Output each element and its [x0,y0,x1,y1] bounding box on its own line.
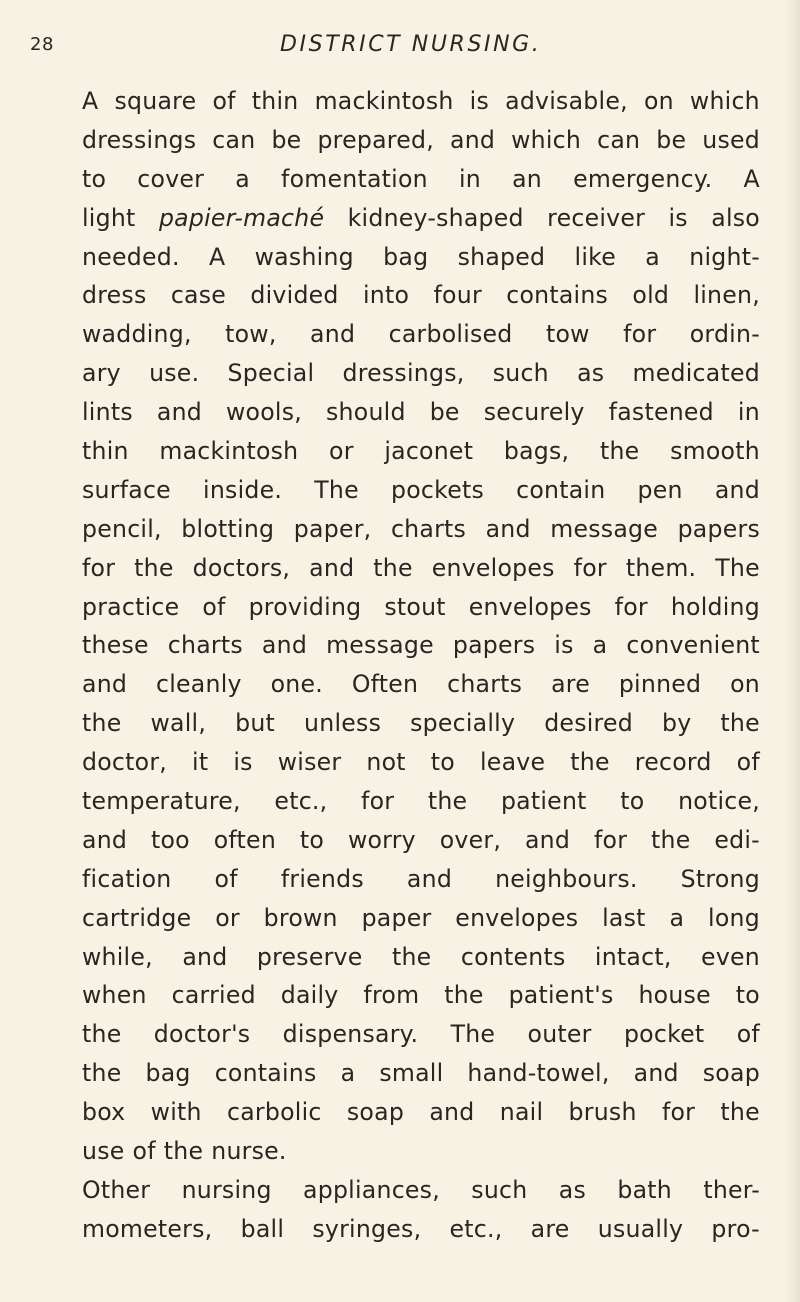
word: providing [248,592,362,621]
word: bath [617,1175,672,1204]
word: the [570,748,610,777]
word: leave [480,748,546,777]
word: fomentation [281,164,428,193]
text-line [82,860,760,899]
word: even [701,942,760,971]
word: and [429,1098,475,1127]
word: house [638,981,711,1010]
word: usually [597,1214,684,1243]
word: them. [625,553,697,582]
text-line [82,276,760,315]
word: fication [82,864,172,893]
word: cleanly [155,670,242,699]
word: bag [145,1059,191,1088]
word: and [310,320,356,349]
word: mometers, [82,1214,213,1243]
word: lints [82,398,133,427]
word: Strong [680,864,760,893]
text-line [82,432,760,471]
word: on [643,87,674,115]
word: cover [137,164,205,193]
word: dressings [82,125,197,154]
word: the [720,1098,760,1127]
word: advisable, [505,87,628,115]
word: the [427,787,468,816]
word: A [208,242,226,271]
word: carbolic [227,1098,322,1127]
word: and [82,825,128,854]
text-line [82,549,760,588]
word: and [406,864,453,893]
word: edi- [714,825,760,854]
word: doctor, [82,748,168,777]
word: are [530,1214,570,1243]
word: soap [346,1098,405,1127]
text-line [82,938,760,977]
word: for [361,787,395,816]
word: a [235,164,250,193]
word: and [449,125,496,154]
word: washing [254,242,354,271]
text-line [82,315,760,354]
word: not [366,748,406,777]
word: envelopes [431,553,555,582]
word: jaconet [384,437,474,466]
word: brush [568,1098,637,1127]
text-line [82,704,760,743]
word: tow [545,320,590,349]
text-line [82,1210,760,1249]
word: to [620,787,645,816]
word: needed. [82,242,180,271]
word: contents [460,942,566,971]
word: and [524,825,571,854]
word: or [329,437,354,466]
page-header [0,32,800,62]
word: desired [544,709,633,738]
word: a [340,1059,356,1088]
word: papier-maché [158,203,325,232]
text-line [82,199,760,238]
word: charts [167,631,243,660]
word: be [271,125,302,154]
word: unless [304,709,382,738]
word: over, [439,825,502,854]
word: such [471,1175,528,1204]
word: of [736,1020,760,1049]
word: mackintosh [314,87,454,115]
word: the [391,942,432,971]
word: daily [280,981,339,1010]
text-line [82,1093,760,1132]
word: these [82,631,149,660]
word: small [379,1059,444,1088]
word: into [362,281,410,310]
word: A [743,164,760,193]
word: stout [384,592,446,621]
word: etc., [274,787,328,816]
word: tow, [225,320,277,349]
word: is [233,748,253,777]
word: securely [483,398,585,427]
word: A [82,87,99,115]
word: bag [383,242,429,271]
word: the [82,1059,122,1088]
text-line [82,1015,760,1054]
word: the [599,437,640,466]
word: is [469,87,490,115]
text-line [82,393,760,432]
word: The [314,475,359,504]
word: and [309,553,355,582]
word: soap [702,1059,760,1088]
text-line [82,354,760,393]
word: Other [82,1175,151,1204]
word: appliances, [303,1175,440,1204]
word: holding [670,592,760,621]
word: convenient [626,631,760,660]
word: carried [171,981,256,1010]
word: contain [516,475,606,504]
word: the [163,1137,204,1166]
word: for [593,825,628,854]
word: smooth [670,437,760,466]
word: charts [390,514,467,543]
word: outer [527,1020,592,1049]
word: and [82,670,128,699]
word: syringes, [312,1214,422,1243]
word: charts [447,670,523,699]
word: an [512,164,543,193]
word: to [430,748,455,777]
word: thin [251,87,299,115]
word: ther- [703,1175,760,1204]
word: envelopes [468,592,592,621]
word: night- [689,242,760,271]
word: and [633,1059,679,1088]
word: ordin- [689,320,760,349]
word: which [511,125,582,154]
word: as [577,359,605,388]
word: a [645,242,660,271]
word: the [82,1020,122,1049]
word: like [574,242,616,271]
word: use. [149,359,200,388]
word: the [82,709,122,738]
word: to [735,981,760,1010]
word: be [656,125,687,154]
word: cartridge [82,903,192,932]
word: and [182,942,228,971]
word: is [554,631,574,660]
word: of [214,864,238,893]
word: fastened [608,398,714,427]
word: but [235,709,276,738]
text-line [82,899,760,938]
word: box [82,1098,126,1127]
word: nurse. [211,1137,287,1166]
word: receiver [547,203,646,232]
word: preserve [256,942,363,971]
word: pen [637,475,683,504]
word: envelopes [455,903,579,932]
word: a [669,903,685,932]
word: for [661,1098,696,1127]
word: and [714,475,760,504]
word: practice [82,592,180,621]
word: pockets [390,475,484,504]
word: which [689,87,760,115]
word: wall, [150,709,207,738]
text-line [82,588,760,627]
word: ball [240,1214,285,1243]
word: message [550,514,659,543]
word: also [711,203,760,232]
word: and [485,514,531,543]
word: for [623,320,657,349]
word: emergency. [573,164,713,193]
word: paper [361,903,432,932]
word: The [450,1020,496,1049]
word: in [458,164,481,193]
word: last [602,903,646,932]
word: message [326,631,434,660]
page-number: 28 [30,34,54,55]
word: such [492,359,549,388]
word: long [708,903,760,932]
text-line [82,1132,760,1171]
word: doctors, [192,553,291,582]
word: hand-towel, [467,1059,610,1088]
word: notice, [678,787,760,816]
word: patient [500,787,587,816]
word: or [215,903,240,932]
word: one. [270,670,323,699]
word: pocket [623,1020,705,1049]
word: papers [677,514,760,543]
word: to [82,164,107,193]
word: nail [499,1098,544,1127]
word: should [326,398,406,427]
word: medicated [632,359,760,388]
word: contains [506,281,609,310]
word: prepared, [317,125,434,154]
word: four [433,281,482,310]
word: pro- [711,1214,760,1243]
word: of [202,592,226,621]
word: papers [452,631,536,660]
word: dispensary. [282,1020,419,1049]
word: blotting [181,514,275,543]
body-text [82,82,760,1249]
word: of [212,87,236,115]
word: nursing [181,1175,272,1204]
word: to [299,825,325,854]
word: specially [410,709,516,738]
word: pinned [618,670,702,699]
text-line [82,821,760,860]
word: brown [263,903,338,932]
word: neighbours. [495,864,638,893]
word: kidney-shaped [347,203,524,232]
text-line [82,1054,760,1093]
word: divided [250,281,339,310]
word: while, [82,942,153,971]
word: intact, [594,942,672,971]
text-line [82,743,760,782]
word: of [132,1137,156,1166]
text-line [82,160,760,199]
word: thin [82,437,129,466]
word: Often [351,670,419,699]
word: surface [82,475,171,504]
word: ary [82,359,121,388]
word: used [702,125,760,154]
word: carbolised [388,320,513,349]
word: from [363,981,420,1010]
word: worry [347,825,416,854]
text-line [82,626,760,665]
word: of [736,748,760,777]
word: contains [214,1059,317,1088]
word: and [156,398,202,427]
word: case [170,281,227,310]
word: too [151,825,190,854]
word: record [634,748,712,777]
word: temperature, [82,787,241,816]
word: doctor's [153,1020,251,1049]
word: a [592,631,608,660]
text-line [82,121,760,160]
word: friends [280,864,364,893]
word: can [597,125,641,154]
word: is [668,203,688,232]
word: by [661,709,692,738]
word: shaped [457,242,546,271]
word: etc., [449,1214,503,1243]
word: wadding, [82,320,192,349]
word: with [150,1098,202,1127]
word: paper, [293,514,372,543]
word: square [114,87,197,115]
word: Special [227,359,315,388]
text-line [82,471,760,510]
word: often [213,825,277,854]
word: use [82,1137,125,1166]
word: bags, [503,437,570,466]
word: the [134,553,174,582]
text-line [82,1171,760,1210]
word: are [551,670,590,699]
word: for [614,592,648,621]
text-line [82,665,760,704]
word: the [720,709,760,738]
word: dress [82,281,147,310]
word: mackintosh [159,437,299,466]
word: as [558,1175,587,1204]
running-title: DISTRICT NURSING. [280,32,542,57]
text-line [82,510,760,549]
word: and [261,631,308,660]
word: be [429,398,460,427]
word: light [82,203,136,232]
word: old [632,281,670,310]
word: it [192,748,209,777]
word: in [737,398,760,427]
text-line [82,976,760,1015]
word: can [212,125,256,154]
text-line [82,82,760,121]
word: the [444,981,484,1010]
word: pencil, [82,514,162,543]
word: the [651,825,691,854]
word: for [82,553,116,582]
text-line [82,238,760,277]
word: patient's [508,981,614,1010]
word: linen, [693,281,760,310]
word: on [730,670,760,699]
word: The [715,553,760,582]
word: wiser [277,748,342,777]
word: inside. [203,475,283,504]
word: wools, [226,398,303,427]
word: for [573,553,607,582]
word: when [82,981,147,1010]
word: the [373,553,413,582]
text-line [82,782,760,821]
word: dressings, [342,359,465,388]
